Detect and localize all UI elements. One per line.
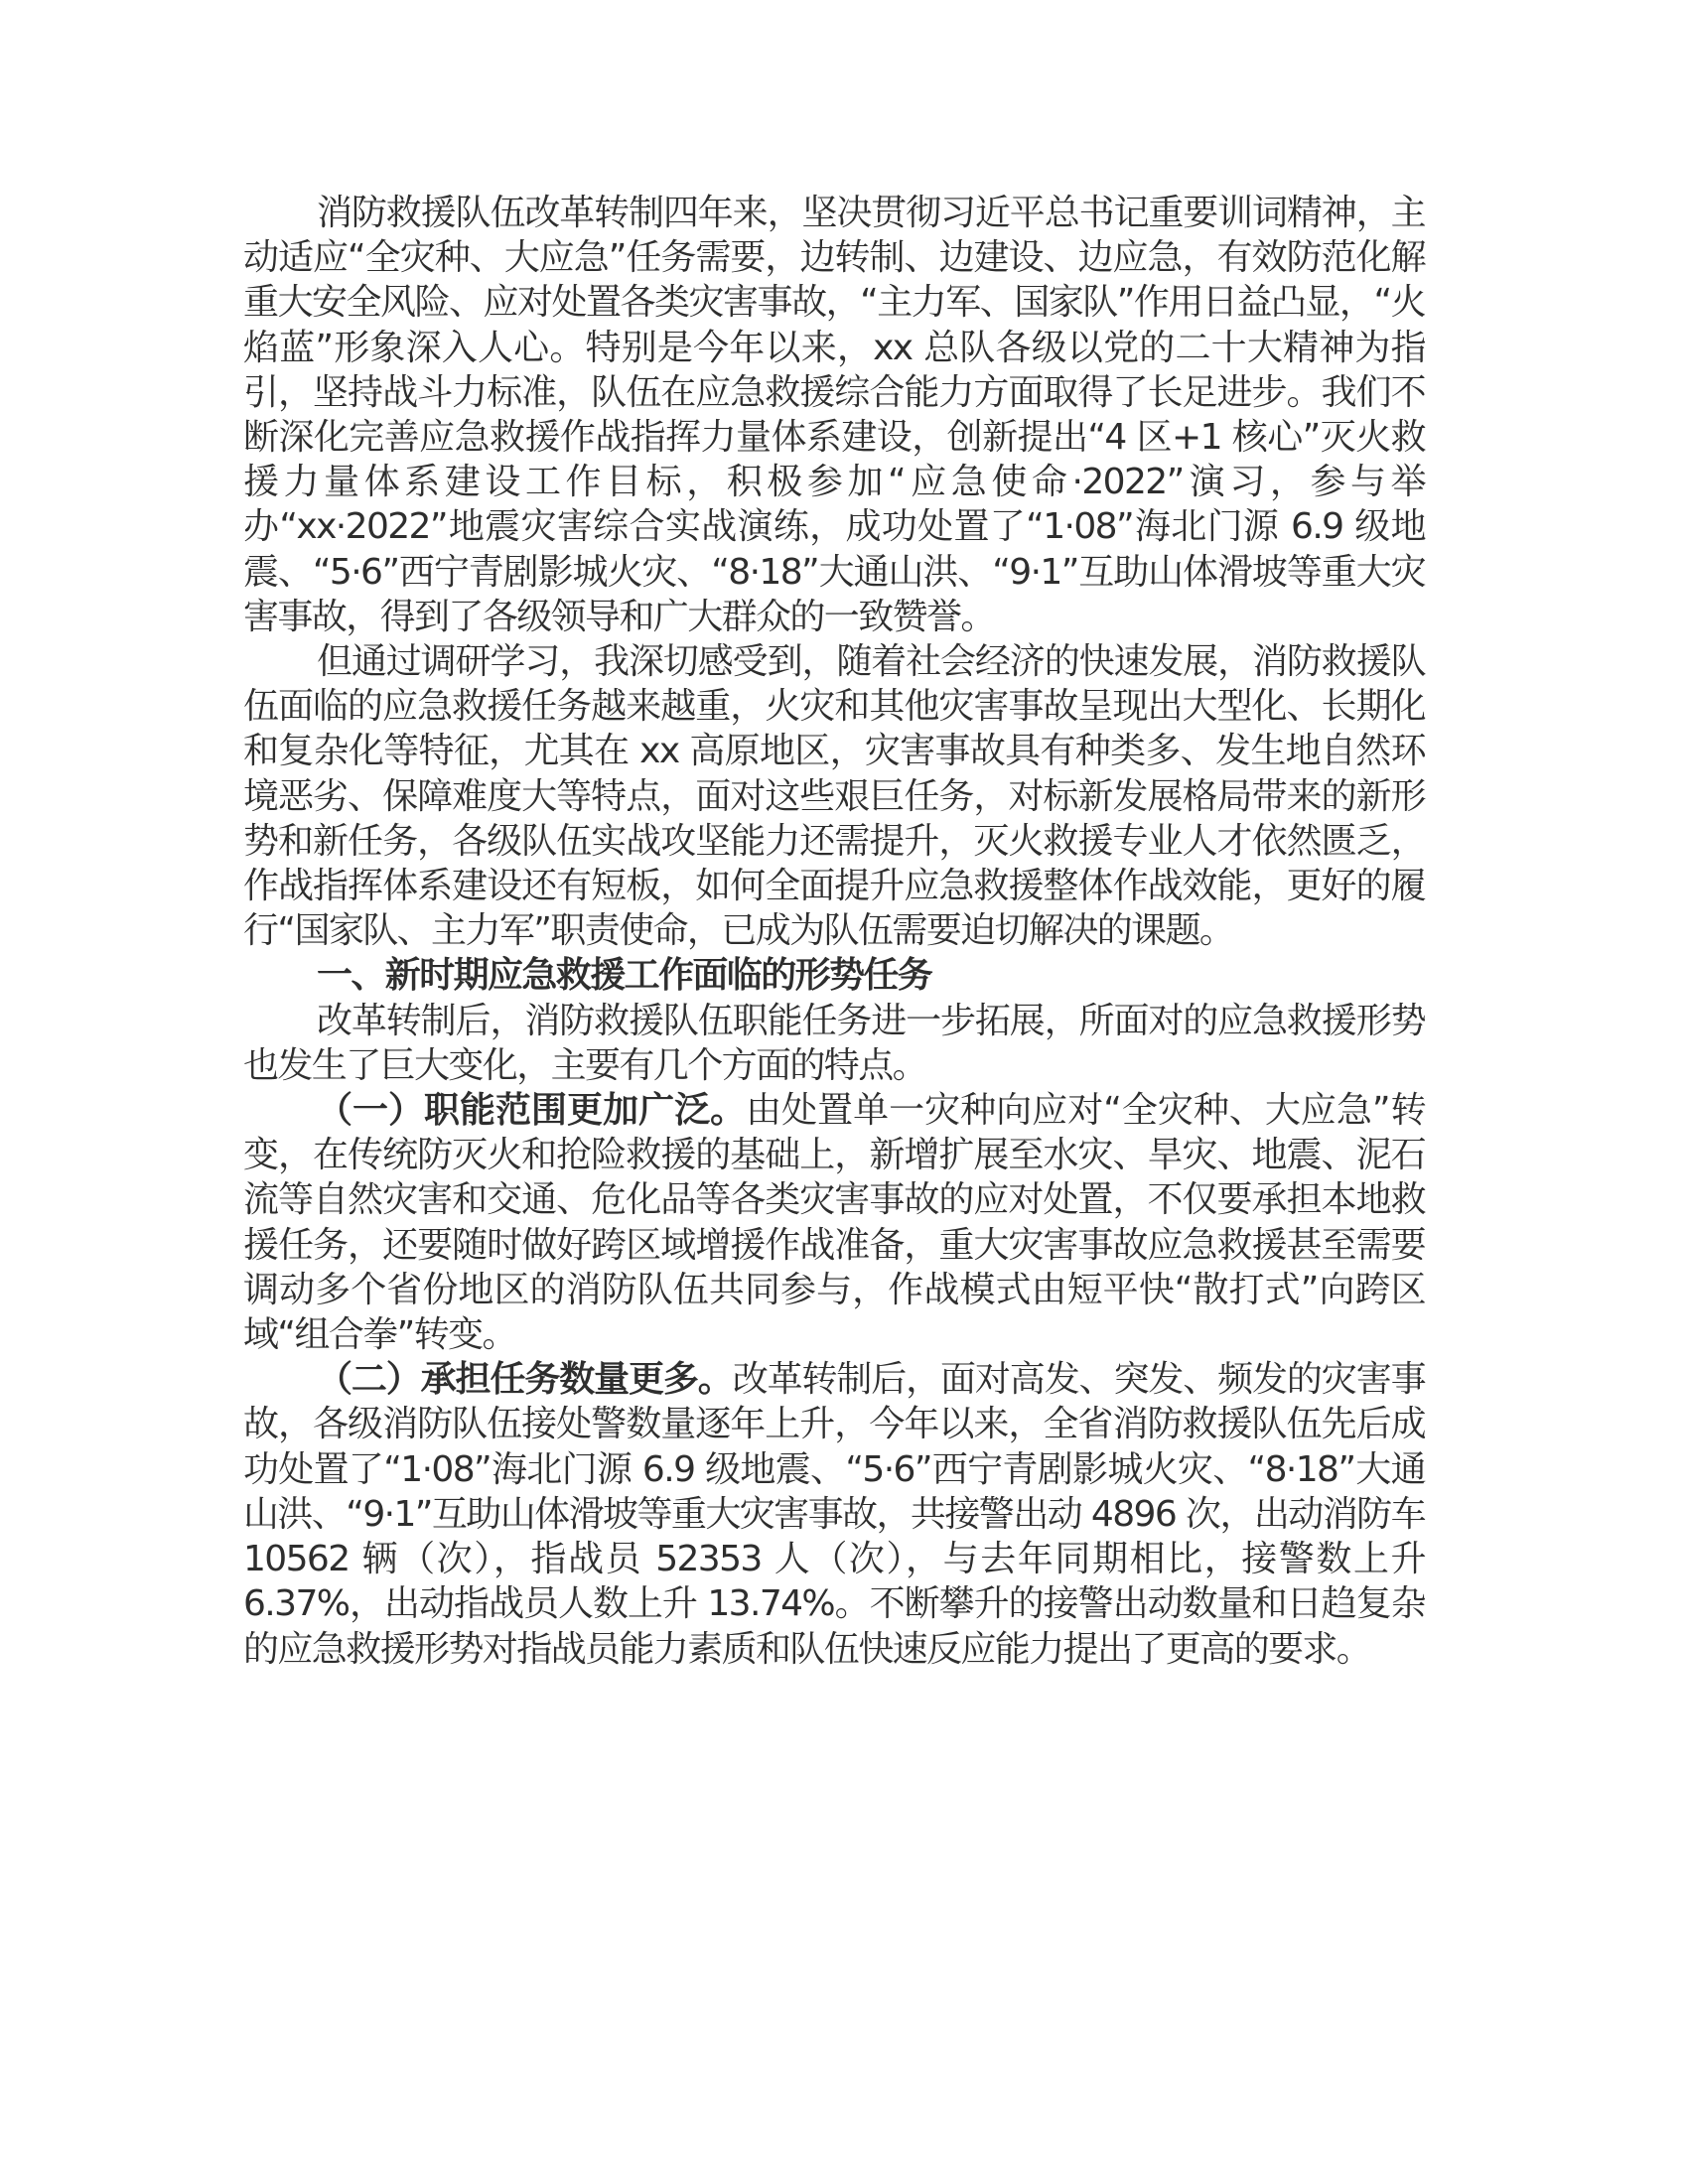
subsection-2-body: 改革转制后，面对高发、突发、频发的灾害事故，各级消防队伍接处警数量逐年上升，今年以来，全省消防救援队伍先后成功处置了“1·08”海北门源 6.9 级地震、“5·6”西宁青剧影城火灾、“8·18”大通山洪、“9·1”互助山体滑坡等重大灾害事故，共接警出动 4896 次，出动消防车 10562 辆（次），指战员 52353 人（次），与去年同期相比，接警数上升 6.37%，出动指战员人数上升 13.74%。不断攀升的接警出动数量和日趋复杂的应急救援形势对指战员能力素质和队伍快速反应能力提出了更高的要求。	[243, 1359, 1425, 1670]
section-heading-1: 一、新时期应急救援工作面临的形势任务	[317, 955, 932, 997]
subsection-1-paragraph	[243, 1088, 1425, 1357]
challenges-paragraph: 但通过调研学习，我深切感受到，随着社会经济的快速发展，消防救援队伍面临的应急救援任务越来越重，火灾和其他灾害事故呈现出大型化、长期化和复杂化等特征，尤其在 xx 高原地区，灾害事故具有种类多、发生地自然环境恶劣、保障难度大等特点，面对这些艰巨任务，对标新发展格局带来的新形势和新任务，各级队伍实战攻坚能力还需提升，灭火救援专业人才依然匮乏，作战指挥体系建设还有短板，如何全面提升应急救援整体作战效能，更好的履行“国家队、主力军”职责使命，已成为队伍需要迫切解决的课题。	[243, 641, 1425, 952]
document-page	[243, 191, 1425, 1672]
subsection-1-lead: （一）职能范围更加广泛。	[317, 1090, 747, 1132]
subsection-1-body: 由处置单一灾种向应对“全灾种、大应急”转变，在传统防灭火和抢险救援的基础上，新增扩展至水灾、旱灾、地震、泥石流等自然灾害和交通、危化品等各类灾害事故的应对处置，不仅要承担本地救援任务，还要随时做好跨区域增援作战准备，重大灾害事故应急救援甚至需要调动多个省份地区的消防队伍共同参与，作战模式由短平快“散打式”向跨区域“组合拳”转变。	[243, 1090, 1425, 1356]
section-1-intro-paragraph: 改革转制后，消防救援队伍职能任务进一步拓展，所面对的应急救援形势也发生了巨大变化，主要有几个方面的特点。	[243, 1000, 1425, 1086]
intro-paragraph: 消防救援队伍改革转制四年来，坚决贯彻习近平总书记重要训词精神，主动适应“全灾种、大应急”任务需要，边转制、边建设、边应急，有效防范化解重大安全风险、应对处置各类灾害事故，“主力军、国家队”作用日益凸显，“火焰蓝”形象深入人心。特别是今年以来，xx 总队各级以党的二十大精神为指引，坚持战斗力标准，队伍在应急救援综合能力方面取得了长足进步。我们不断深化完善应急救援作战指挥力量体系建设，创新提出“4 区+1 核心”灭火救援力量体系建设工作目标，积极参加“应急使命·2022”演习，参与举办“xx·2022”地震灾害综合实战演练，成功处置了“1·08”海北门源 6.9 级地震、“5·6”西宁青剧影城火灾、“8·18”大通山洪、“9·1”互助山体滑坡等重大灾害事故，得到了各级领导和广大群众的一致赞誉。	[243, 193, 1425, 637]
subsection-2-lead: （二）承担任务数量更多。	[317, 1359, 733, 1401]
subsection-2-paragraph	[243, 1357, 1425, 1671]
